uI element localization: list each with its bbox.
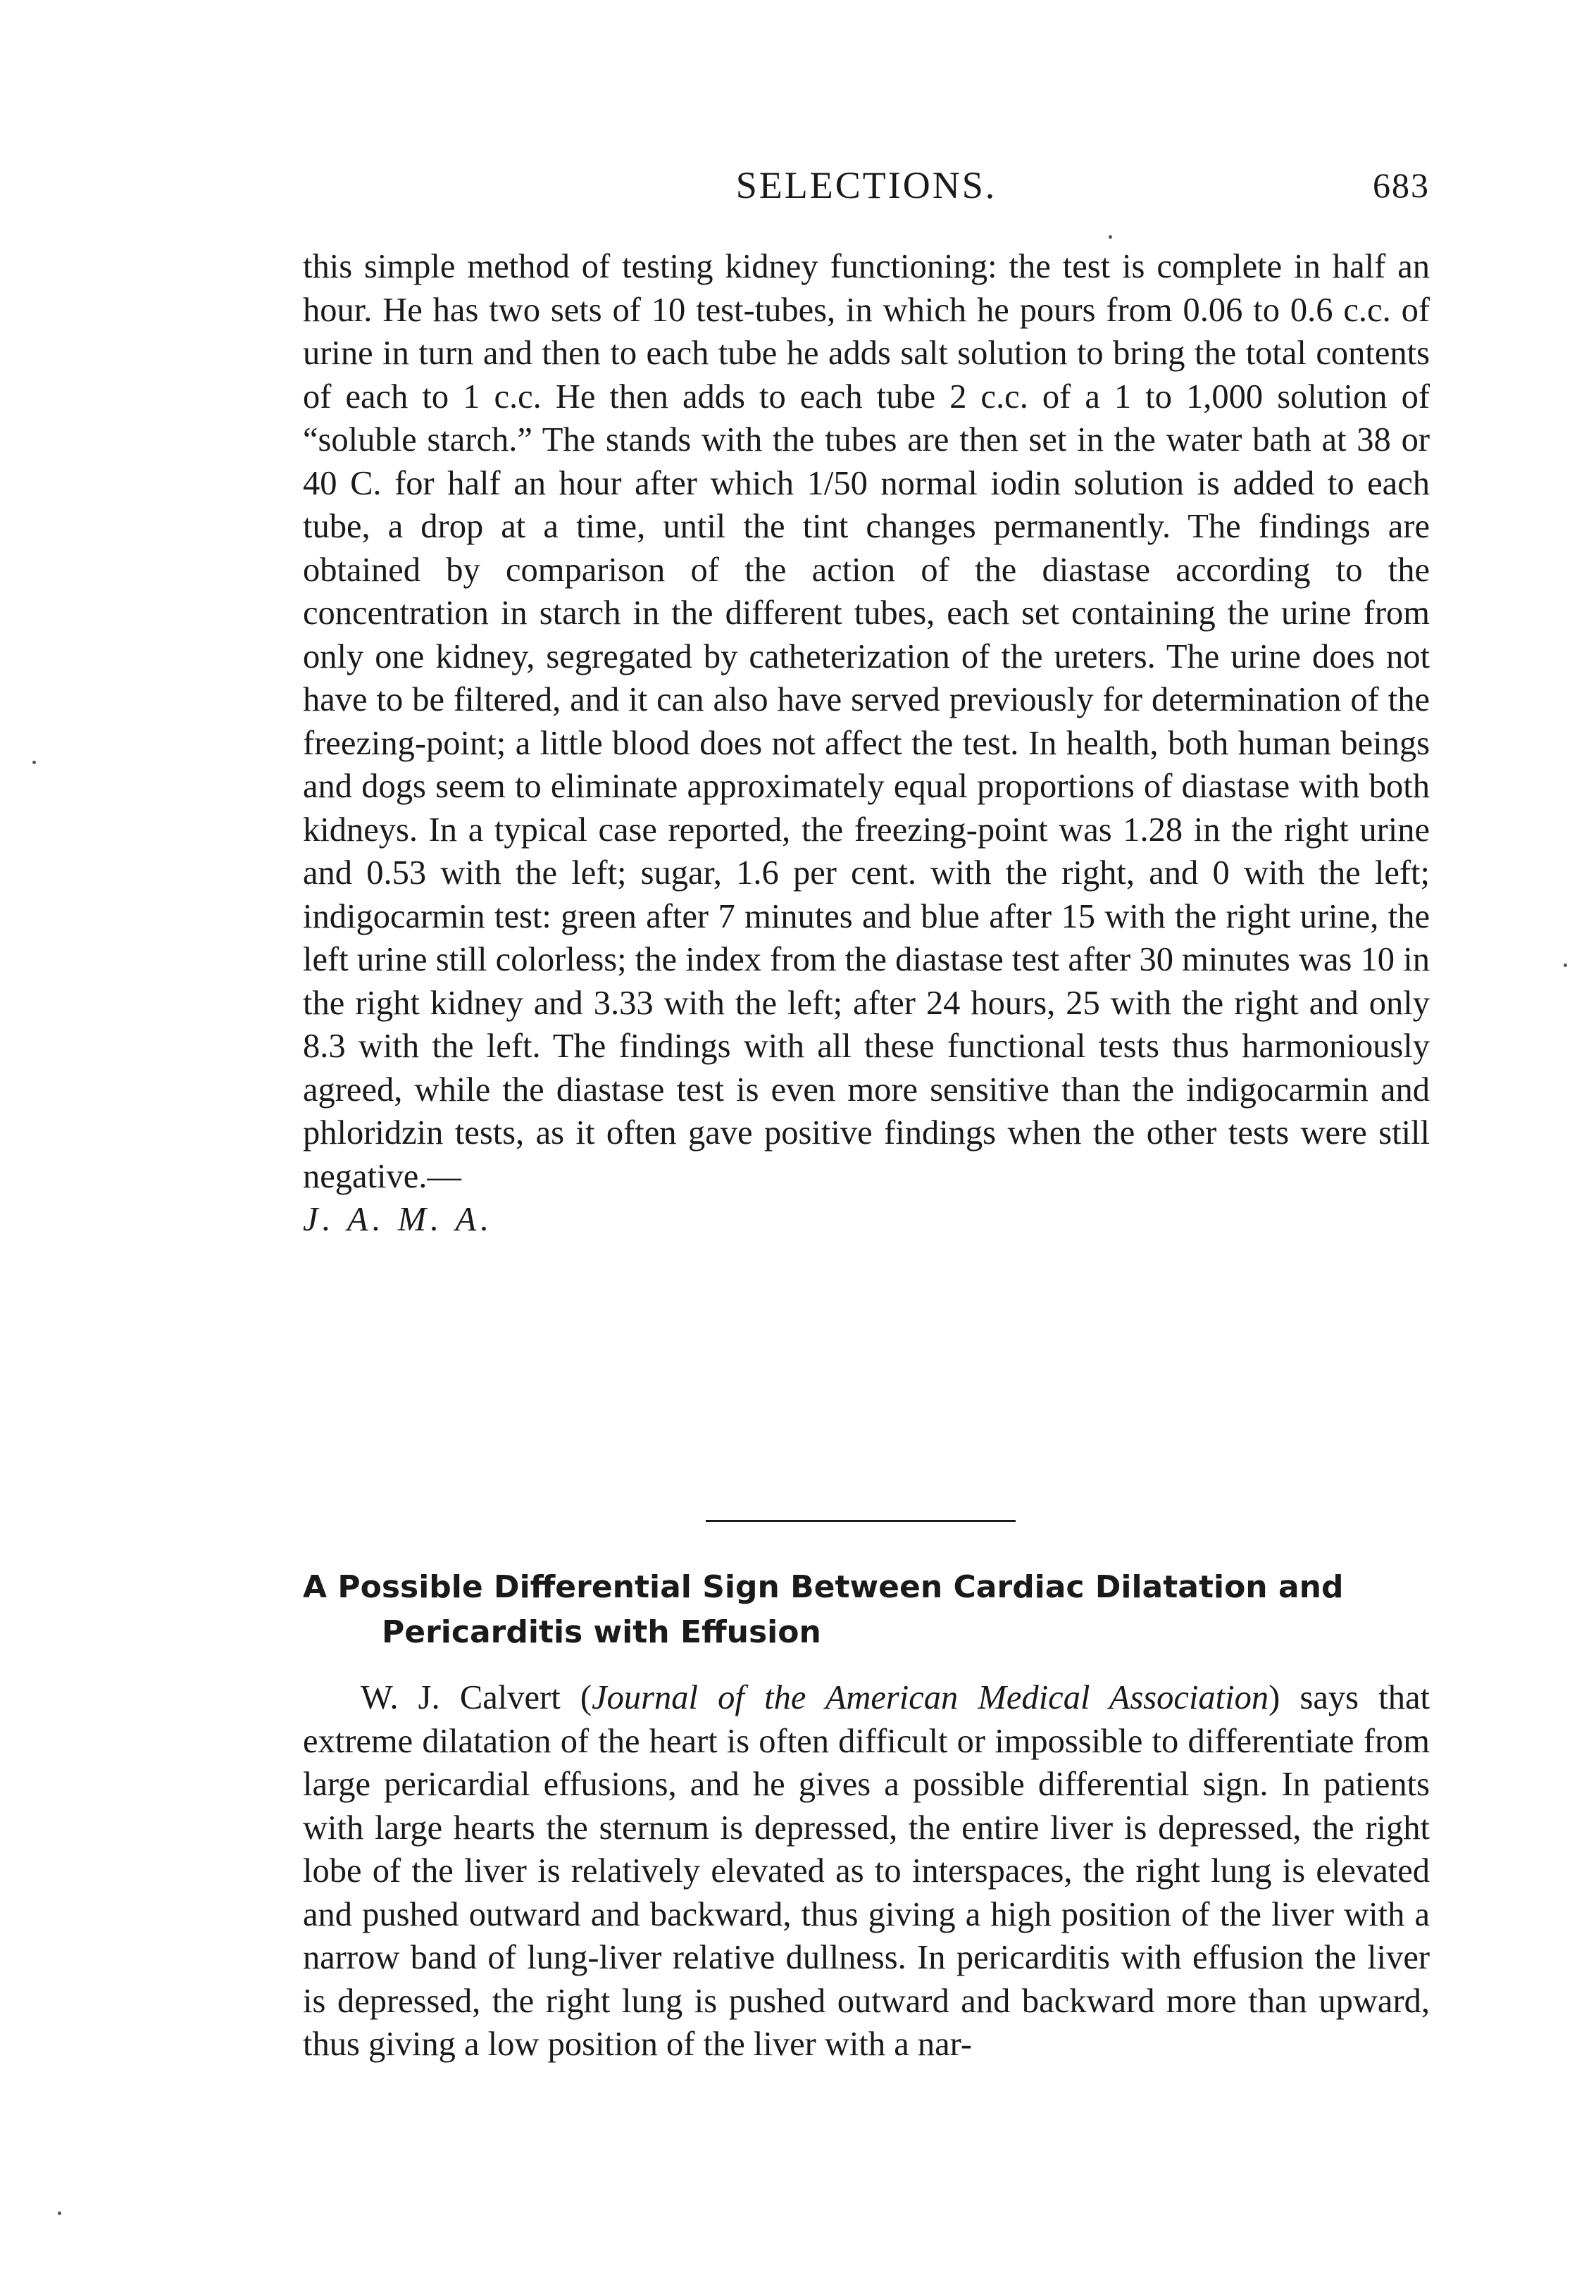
scan-speck [1564,963,1567,967]
page-number: 683 [1373,166,1430,205]
scan-speck [32,761,36,764]
continued-paragraph [303,245,1430,1242]
section-divider [706,1520,1016,1522]
running-head [303,161,1430,210]
continued-paragraph-text: this simple method of testing kidney functioning: the test is complete in half an hour. He has two sets of 10 test-tubes, in which he pours from 0.06 to 0.6 c.c. of urine in turn and then to each tube he adds salt solution to bring the total contents of each to 1 c.c. He then adds to each tube 2 c.c. of a 1 to 1,000 solution of “soluble starch.” The stands with the tubes are then set in the water bath at 38 or 40 C. for half an hour after which 1/50 normal iodin solution is added to each tube, a drop at a time, until the tint changes permanently. The findings are obtained by comparison of the action of the diastase according to the concentration in starch in the different tubes, each set containing the urine from only one kidney, segregated by catheterization of the ureters. The urine does not have to be filtered, and it can also have served previously for determination of the freezing-point; a little blood does not affect the test. In health, both human beings and dogs seem to eliminate approximately equal proportions of diastase with both kidneys. In a typical case reported, the freezing-point was 1.28 in the right urine and 0.53 with the left; sugar, 1.6 per cent. with the right, and 0 with the left; indigocarmin test: green after 7 minutes and blue after 15 with the right urine, the left urine still colorless; the index from the diastase test after 30 minutes was 10 in the right kidney and 3.33 with the left; after 24 hours, 25 with the right and only 8.3 with the left. The findings with all these functional tests thus harmoniously agreed, while the diastase test is even more sensitive than the indigocarmin and phloridzin tests, as it often gave positive findings when the other tests were still negative.— [303,248,1430,1195]
running-title: SELECTIONS. [735,164,997,206]
article-paragraph-text: ) says that extreme dilatation of the heart is often difficult or impossible to differentiate from large pericardial effusions, and he gives a possible differential sign. In patients with large hearts the sternum is depressed, the entire liver is depressed, the right lobe of the liver is relatively elevated as to interspaces, the right lung is elevated and pushed outward and backward, thus giving a high position of the liver with a narrow band of lung-liver relative dullness. In pericarditis with effusion the liver is depressed, the right lung is pushed outward and backward more than upward, thus giving a low position of the liver with a nar- [303,1679,1430,2063]
article-author: W. J. Calvert ( [361,1679,592,1716]
article-text [303,1676,1430,2066]
scan-speck [1109,235,1112,239]
continued-article-text [303,245,1430,1242]
source-signature: J. A. M. A. [303,1201,494,1238]
article-heading: A Possible Differential Sign Between Cardiac Dilatation and Pericarditis with Effusion [303,1569,1344,1650]
article-paragraph [303,1676,1430,2066]
scan-speck [58,2211,61,2215]
journal-name: Journal of the American Medical Association [592,1679,1269,1716]
